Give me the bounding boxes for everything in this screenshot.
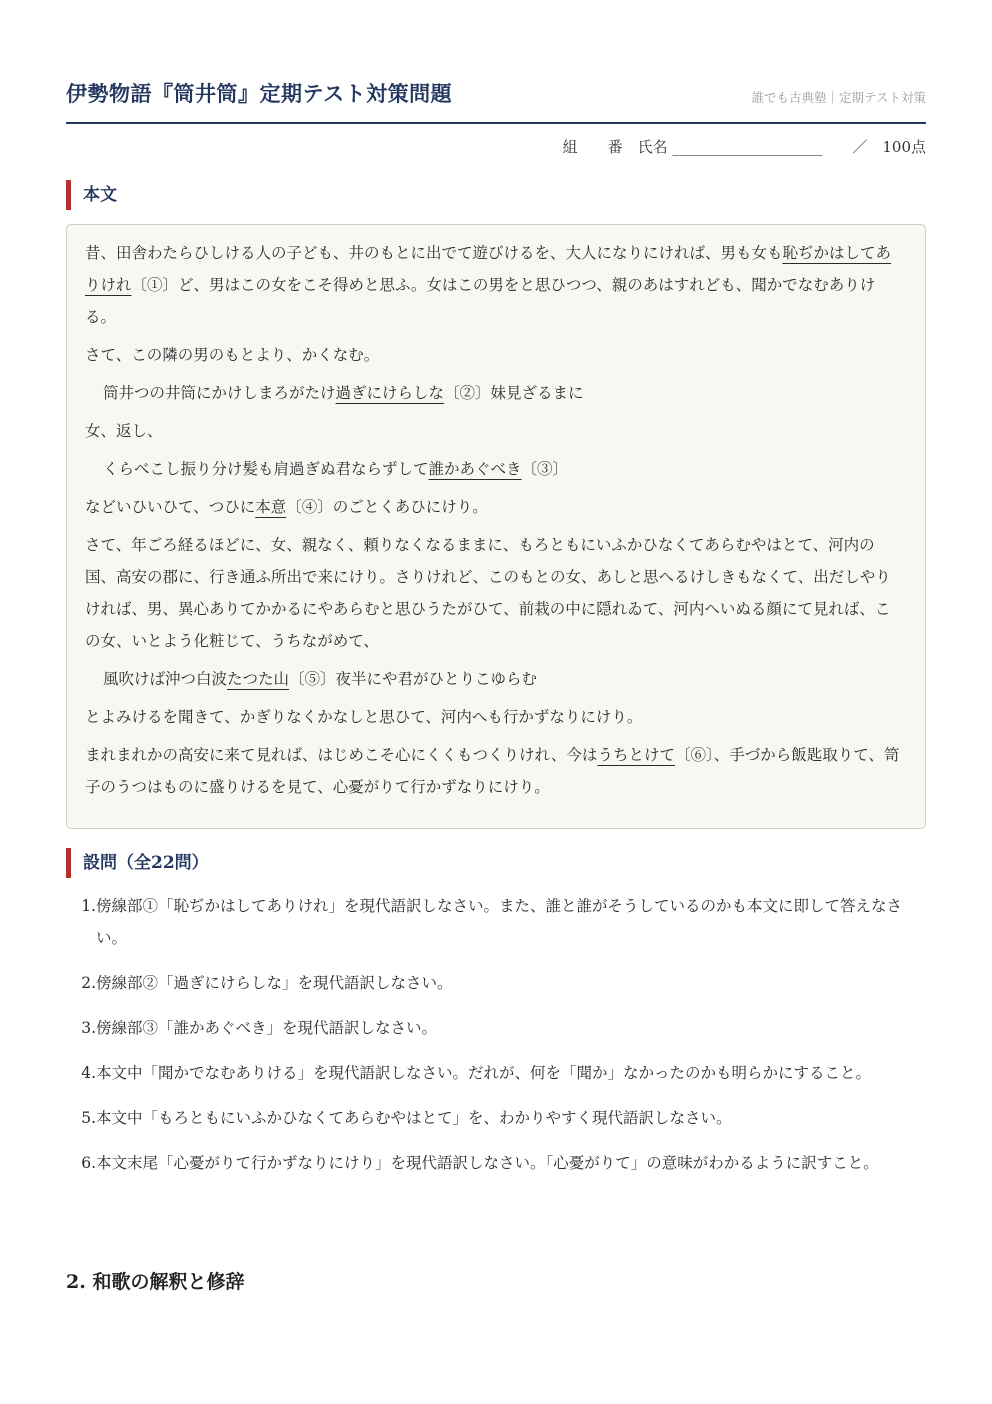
page-title: 伊勢物語『筒井筒』定期テスト対策問題 bbox=[66, 81, 453, 106]
text-paragraph bbox=[85, 529, 905, 657]
section-heading-honbun: 本文 bbox=[66, 180, 117, 210]
question-item bbox=[66, 1057, 926, 1089]
text-segment: 〔②〕妹見ざるまに bbox=[444, 384, 584, 402]
question-text: 傍線部①「恥ぢかはしてありけれ」を現代語訳しなさい。また、誰と誰がそうしているのかも本文に即して答えなさい。 bbox=[96, 897, 903, 947]
question-item bbox=[66, 890, 926, 954]
text-paragraph bbox=[85, 453, 905, 485]
source-text-box bbox=[66, 224, 926, 829]
question-list bbox=[66, 890, 926, 1192]
text-paragraph bbox=[85, 701, 905, 733]
underlined-phrase: うちとけて bbox=[597, 746, 675, 764]
text-segment: 風吹けば沖つ白波 bbox=[103, 670, 228, 688]
question-text: 本文末尾「心憂がりて行かずなりにけり」を現代語訳しなさい。「心憂がりて」の意味がわかるように訳すこと。 bbox=[96, 1154, 879, 1172]
question-text: 本文中「聞かでなむありける」を現代語訳しなさい。だれが、何を「聞か」なかったのかも明らかにすること。 bbox=[96, 1064, 872, 1082]
text-segment: 筒井つの井筒にかけしまろがたけ bbox=[103, 384, 336, 402]
text-segment: 昔、田舎わたらひしける人の子ども、井のもとに出でて遊びけるを、大人になりにければ、男も女も bbox=[85, 244, 783, 262]
question-item bbox=[66, 967, 926, 999]
section-heading-questions: 設問（全22問） bbox=[66, 848, 209, 878]
text-segment: 〔③〕 bbox=[521, 460, 569, 478]
question-text: 傍線部②「過ぎにけらしな」を現代語訳しなさい。 bbox=[96, 974, 453, 992]
question-number: 4. bbox=[81, 1064, 96, 1082]
next-section-title: 2. 和歌の解釈と修辞 bbox=[66, 1271, 245, 1293]
text-segment: 〔①〕ど、男はこの女をこそ得めと思ふ。女はこの男をと思ひつつ、親のあはすれども、聞かでなむありける。 bbox=[85, 276, 876, 326]
question-item bbox=[66, 1102, 926, 1134]
text-paragraph bbox=[85, 663, 905, 695]
text-paragraph bbox=[85, 415, 905, 447]
text-segment: くらべこし振り分け髪も肩過ぎぬ君ならずして bbox=[103, 460, 429, 478]
question-text: 本文中「もろともにいふかひなくてあらむやはとて」を、わかりやすく現代語訳しなさい。 bbox=[96, 1109, 732, 1127]
question-item bbox=[66, 1012, 926, 1044]
text-segment: 〔④〕のごとくあひにけり。 bbox=[286, 498, 488, 516]
text-segment: 〔⑤〕夜半にや君がひとりこゆらむ bbox=[289, 670, 538, 688]
underlined-phrase: たつた山 bbox=[227, 670, 290, 688]
text-segment: 女、返し、 bbox=[85, 422, 163, 440]
text-segment: さて、年ごろ経るほどに、女、親なく、頼りなくなるままに、もろともにいふかひなくてあらむやはとて、河内の国、高安の郡に、行き通ふ所出で来にけり。さりけれど、このもとの女、あしと思へるけしきもなくて、出だしやりければ、男、異心ありてかかるにやあらむと思ひうたがひて、前栽の中に隠れゐて、河内へいぬる顔にて見れば、この女、いとよう化粧じて、うちながめて、 bbox=[85, 536, 891, 650]
site-label: 誰でも古典塾｜定期テスト対策 bbox=[751, 90, 926, 105]
question-text: 傍線部③「誰かあぐべき」を現代語訳しなさい。 bbox=[96, 1019, 438, 1037]
question-number: 2. bbox=[81, 974, 96, 992]
question-number: 1. bbox=[81, 897, 96, 915]
question-number: 5. bbox=[81, 1109, 96, 1127]
text-paragraph bbox=[85, 237, 905, 333]
text-paragraph bbox=[85, 339, 905, 371]
text-paragraph bbox=[85, 491, 905, 523]
text-segment: とよみけるを聞きて、かぎりなくかなしと思ひて、河内へも行かずなりにけり。 bbox=[85, 708, 643, 726]
question-number: 3. bbox=[81, 1019, 96, 1037]
text-segment: などいひいひて、つひに bbox=[85, 498, 256, 516]
underlined-phrase: 過ぎにけらしな bbox=[335, 384, 445, 402]
text-segment: まれまれかの高安に来て見れば、はじめこそ心にくくもつくりけれ、今は bbox=[85, 746, 598, 764]
text-segment: 〔⑥〕、手づから飯匙取りて、笥子のうつはものに盛りけるを見て、心憂がりて行かずなりにけり。 bbox=[85, 746, 900, 796]
question-number: 6. bbox=[81, 1154, 96, 1172]
underlined-phrase: 誰かあぐべき bbox=[428, 460, 522, 478]
text-segment: さて、この隣の男のもとより、かくなむ。 bbox=[85, 346, 380, 364]
question-item bbox=[66, 1147, 926, 1179]
underlined-phrase: 恥ぢかはしてありけれ bbox=[85, 244, 892, 294]
text-paragraph bbox=[85, 377, 905, 409]
text-paragraph bbox=[85, 739, 905, 803]
underlined-phrase: 本意 bbox=[255, 498, 287, 516]
header bbox=[66, 76, 926, 124]
name-score-row: 組 番 氏名 ____________________ ／ 100点 bbox=[562, 138, 926, 156]
